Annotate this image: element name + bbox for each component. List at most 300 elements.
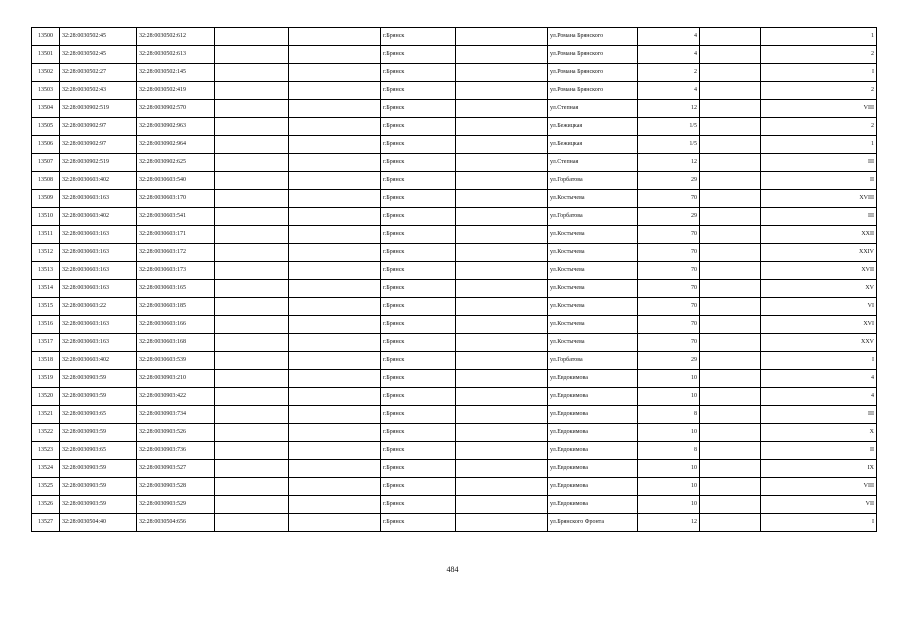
- table-body: [32, 28, 877, 532]
- row-number: 13515: [32, 298, 60, 316]
- house-number-cell: 10: [638, 370, 700, 388]
- premises-number-cell: I: [761, 514, 877, 532]
- empty-cell: [456, 442, 548, 460]
- empty-cell: [289, 82, 381, 100]
- cadastral-number-parcel: 32:28:0030903:59: [60, 460, 137, 478]
- premises-number-cell: X: [761, 424, 877, 442]
- premises-number-cell: XVII: [761, 262, 877, 280]
- street-cell: ул.Костычева: [548, 244, 638, 262]
- table-row: [32, 316, 877, 334]
- empty-cell: [456, 316, 548, 334]
- empty-cell: [289, 28, 381, 46]
- empty-cell: [215, 496, 289, 514]
- table-row: [32, 28, 877, 46]
- cadastral-number-parcel: 32:28:0030603:163: [60, 262, 137, 280]
- cadastral-number-parcel: 32:28:0030903:65: [60, 406, 137, 424]
- street-cell: ул.Костычева: [548, 226, 638, 244]
- street-cell: ул.Горбатова: [548, 352, 638, 370]
- empty-cell: [700, 298, 761, 316]
- empty-cell: [215, 82, 289, 100]
- cadastral-number-object: 32:28:0030903:528: [137, 478, 215, 496]
- cadastral-number-object: 32:28:0030603:170: [137, 190, 215, 208]
- empty-cell: [215, 460, 289, 478]
- house-number-cell: 4: [638, 46, 700, 64]
- row-number: 13503: [32, 82, 60, 100]
- table-row: [32, 514, 877, 532]
- empty-cell: [700, 334, 761, 352]
- table-row: [32, 46, 877, 64]
- house-number-cell: 70: [638, 316, 700, 334]
- cadastral-number-object: 32:28:0030603:166: [137, 316, 215, 334]
- row-number: 13526: [32, 496, 60, 514]
- row-number: 13527: [32, 514, 60, 532]
- empty-cell: [215, 514, 289, 532]
- row-number: 13504: [32, 100, 60, 118]
- row-number: 13513: [32, 262, 60, 280]
- table-row: [32, 172, 877, 190]
- empty-cell: [700, 244, 761, 262]
- empty-cell: [215, 136, 289, 154]
- empty-cell: [215, 406, 289, 424]
- street-cell: ул.Костычева: [548, 298, 638, 316]
- street-cell: ул.Евдокимова: [548, 442, 638, 460]
- empty-cell: [289, 460, 381, 478]
- empty-cell: [456, 478, 548, 496]
- empty-cell: [215, 100, 289, 118]
- table-row: [32, 82, 877, 100]
- empty-cell: [215, 298, 289, 316]
- empty-cell: [289, 46, 381, 64]
- empty-cell: [456, 460, 548, 478]
- street-cell: ул.Костычева: [548, 190, 638, 208]
- table-row: [32, 298, 877, 316]
- row-number: 13519: [32, 370, 60, 388]
- empty-cell: [215, 262, 289, 280]
- empty-cell: [456, 208, 548, 226]
- row-number: 13507: [32, 154, 60, 172]
- cadastral-number-parcel: 32:28:0030903:59: [60, 370, 137, 388]
- cadastral-number-object: 32:28:0030902:625: [137, 154, 215, 172]
- empty-cell: [215, 190, 289, 208]
- street-cell: ул.Романа Брянского: [548, 46, 638, 64]
- city-cell: г.Брянск: [381, 424, 456, 442]
- registry-table: [31, 27, 877, 532]
- empty-cell: [289, 280, 381, 298]
- empty-cell: [700, 136, 761, 154]
- house-number-cell: 12: [638, 100, 700, 118]
- premises-number-cell: 1: [761, 28, 877, 46]
- cadastral-number-object: 32:28:0030603:172: [137, 244, 215, 262]
- empty-cell: [700, 154, 761, 172]
- street-cell: ул.Романа Брянского: [548, 28, 638, 46]
- city-cell: г.Брянск: [381, 262, 456, 280]
- street-cell: ул.Степная: [548, 154, 638, 172]
- empty-cell: [215, 352, 289, 370]
- page-number: 484: [446, 565, 459, 574]
- city-cell: г.Брянск: [381, 100, 456, 118]
- cadastral-number-parcel: 32:28:0030903:65: [60, 442, 137, 460]
- row-number: 13517: [32, 334, 60, 352]
- premises-number-cell: XVIII: [761, 190, 877, 208]
- row-number: 13514: [32, 280, 60, 298]
- empty-cell: [700, 82, 761, 100]
- empty-cell: [700, 262, 761, 280]
- table-row: [32, 100, 877, 118]
- cadastral-number-parcel: 32:28:0030603:402: [60, 172, 137, 190]
- empty-cell: [456, 82, 548, 100]
- empty-cell: [456, 100, 548, 118]
- street-cell: ул.Евдокимова: [548, 496, 638, 514]
- table-row: [32, 64, 877, 82]
- cadastral-number-object: 32:28:0030903:736: [137, 442, 215, 460]
- cadastral-number-object: 32:28:0030502:145: [137, 64, 215, 82]
- empty-cell: [289, 370, 381, 388]
- empty-cell: [700, 460, 761, 478]
- street-cell: ул.Романа Брянского: [548, 82, 638, 100]
- empty-cell: [289, 190, 381, 208]
- house-number-cell: 29: [638, 172, 700, 190]
- empty-cell: [700, 100, 761, 118]
- premises-number-cell: I: [761, 352, 877, 370]
- empty-cell: [289, 406, 381, 424]
- house-number-cell: 70: [638, 334, 700, 352]
- row-number: 13524: [32, 460, 60, 478]
- table-row: [32, 118, 877, 136]
- table-row: [32, 190, 877, 208]
- premises-number-cell: VI: [761, 298, 877, 316]
- cadastral-number-object: 32:28:0030504:656: [137, 514, 215, 532]
- house-number-cell: 4: [638, 28, 700, 46]
- empty-cell: [289, 496, 381, 514]
- empty-cell: [700, 64, 761, 82]
- row-number: 13505: [32, 118, 60, 136]
- cadastral-number-object: 32:28:0030902:964: [137, 136, 215, 154]
- cadastral-number-object: 32:28:0030502:419: [137, 82, 215, 100]
- premises-number-cell: 4: [761, 388, 877, 406]
- empty-cell: [700, 118, 761, 136]
- cadastral-number-parcel: 32:28:0030903:59: [60, 496, 137, 514]
- empty-cell: [215, 442, 289, 460]
- empty-cell: [215, 118, 289, 136]
- cadastral-number-parcel: 32:28:0030902:97: [60, 136, 137, 154]
- row-number: 13506: [32, 136, 60, 154]
- empty-cell: [215, 334, 289, 352]
- empty-cell: [289, 424, 381, 442]
- empty-cell: [215, 316, 289, 334]
- cadastral-number-object: 32:28:0030603:168: [137, 334, 215, 352]
- table-row: [32, 280, 877, 298]
- empty-cell: [215, 154, 289, 172]
- row-number: 13518: [32, 352, 60, 370]
- premises-number-cell: 2: [761, 118, 877, 136]
- house-number-cell: 1/5: [638, 136, 700, 154]
- row-number: 13502: [32, 64, 60, 82]
- house-number-cell: 8: [638, 406, 700, 424]
- empty-cell: [456, 244, 548, 262]
- street-cell: ул.Костычева: [548, 280, 638, 298]
- row-number: 13511: [32, 226, 60, 244]
- empty-cell: [289, 316, 381, 334]
- empty-cell: [289, 514, 381, 532]
- house-number-cell: 1/5: [638, 118, 700, 136]
- empty-cell: [289, 262, 381, 280]
- empty-cell: [215, 388, 289, 406]
- empty-cell: [700, 370, 761, 388]
- street-cell: ул.Евдокимова: [548, 460, 638, 478]
- table-row: [32, 460, 877, 478]
- empty-cell: [215, 424, 289, 442]
- premises-number-cell: II: [761, 442, 877, 460]
- row-number: 13510: [32, 208, 60, 226]
- street-cell: ул.Бежицкая: [548, 118, 638, 136]
- table-row: [32, 352, 877, 370]
- city-cell: г.Брянск: [381, 514, 456, 532]
- city-cell: г.Брянск: [381, 190, 456, 208]
- cadastral-number-object: 32:28:0030603:541: [137, 208, 215, 226]
- empty-cell: [456, 352, 548, 370]
- empty-cell: [215, 64, 289, 82]
- cadastral-number-parcel: 32:28:0030502:45: [60, 28, 137, 46]
- city-cell: г.Брянск: [381, 442, 456, 460]
- empty-cell: [456, 226, 548, 244]
- premises-number-cell: 4: [761, 370, 877, 388]
- table-row: [32, 478, 877, 496]
- house-number-cell: 70: [638, 226, 700, 244]
- empty-cell: [700, 514, 761, 532]
- house-number-cell: 70: [638, 280, 700, 298]
- cadastral-number-object: 32:28:0030603:165: [137, 280, 215, 298]
- house-number-cell: 12: [638, 514, 700, 532]
- empty-cell: [456, 262, 548, 280]
- empty-cell: [456, 172, 548, 190]
- house-number-cell: 8: [638, 442, 700, 460]
- house-number-cell: 70: [638, 244, 700, 262]
- premises-number-cell: XXIV: [761, 244, 877, 262]
- cadastral-number-parcel: 32:28:0030902:519: [60, 100, 137, 118]
- house-number-cell: 2: [638, 64, 700, 82]
- street-cell: ул.Горбатова: [548, 208, 638, 226]
- row-number: 13512: [32, 244, 60, 262]
- table-row: [32, 370, 877, 388]
- empty-cell: [215, 172, 289, 190]
- empty-cell: [456, 154, 548, 172]
- empty-cell: [456, 46, 548, 64]
- cadastral-number-object: 32:28:0030603:185: [137, 298, 215, 316]
- empty-cell: [215, 478, 289, 496]
- row-number: 13516: [32, 316, 60, 334]
- premises-number-cell: III: [761, 208, 877, 226]
- cadastral-number-object: 32:28:0030903:210: [137, 370, 215, 388]
- row-number: 13522: [32, 424, 60, 442]
- empty-cell: [700, 46, 761, 64]
- cadastral-number-object: 32:28:0030502:612: [137, 28, 215, 46]
- row-number: 13521: [32, 406, 60, 424]
- street-cell: ул.Костычева: [548, 262, 638, 280]
- table-row: [32, 136, 877, 154]
- cadastral-number-object: 32:28:0030603:540: [137, 172, 215, 190]
- empty-cell: [289, 244, 381, 262]
- cadastral-number-parcel: 32:28:0030504:40: [60, 514, 137, 532]
- cadastral-number-parcel: 32:28:0030603:402: [60, 208, 137, 226]
- street-cell: ул.Евдокимова: [548, 478, 638, 496]
- empty-cell: [289, 442, 381, 460]
- empty-cell: [289, 154, 381, 172]
- cadastral-number-parcel: 32:28:0030603:163: [60, 244, 137, 262]
- empty-cell: [456, 334, 548, 352]
- empty-cell: [289, 172, 381, 190]
- empty-cell: [289, 352, 381, 370]
- empty-cell: [456, 28, 548, 46]
- empty-cell: [456, 190, 548, 208]
- city-cell: г.Брянск: [381, 172, 456, 190]
- cadastral-number-parcel: 32:28:0030902:519: [60, 154, 137, 172]
- cadastral-number-object: 32:28:0030903:529: [137, 496, 215, 514]
- row-number: 13523: [32, 442, 60, 460]
- empty-cell: [289, 226, 381, 244]
- premises-number-cell: 1: [761, 136, 877, 154]
- cadastral-number-object: 32:28:0030903:527: [137, 460, 215, 478]
- table-row: [32, 496, 877, 514]
- empty-cell: [289, 298, 381, 316]
- empty-cell: [456, 388, 548, 406]
- city-cell: г.Брянск: [381, 82, 456, 100]
- premises-number-cell: VIII: [761, 478, 877, 496]
- cadastral-number-parcel: 32:28:0030902:97: [60, 118, 137, 136]
- row-number: 13525: [32, 478, 60, 496]
- empty-cell: [700, 28, 761, 46]
- city-cell: г.Брянск: [381, 118, 456, 136]
- row-number: 13508: [32, 172, 60, 190]
- empty-cell: [215, 208, 289, 226]
- premises-number-cell: XXV: [761, 334, 877, 352]
- empty-cell: [215, 226, 289, 244]
- row-number: 13509: [32, 190, 60, 208]
- house-number-cell: 70: [638, 190, 700, 208]
- cadastral-number-parcel: 32:28:0030502:27: [60, 64, 137, 82]
- street-cell: ул.Степная: [548, 100, 638, 118]
- empty-cell: [289, 388, 381, 406]
- empty-cell: [700, 226, 761, 244]
- city-cell: г.Брянск: [381, 478, 456, 496]
- house-number-cell: 12: [638, 154, 700, 172]
- empty-cell: [456, 514, 548, 532]
- empty-cell: [289, 118, 381, 136]
- cadastral-number-parcel: 32:28:0030603:163: [60, 334, 137, 352]
- empty-cell: [700, 352, 761, 370]
- empty-cell: [700, 478, 761, 496]
- table-row: [32, 208, 877, 226]
- house-number-cell: 29: [638, 352, 700, 370]
- city-cell: г.Брянск: [381, 406, 456, 424]
- cadastral-number-object: 32:28:0030603:171: [137, 226, 215, 244]
- cadastral-number-object: 32:28:0030903:526: [137, 424, 215, 442]
- cadastral-number-object: 32:28:0030903:734: [137, 406, 215, 424]
- premises-number-cell: XV: [761, 280, 877, 298]
- cadastral-number-object: 32:28:0030902:963: [137, 118, 215, 136]
- empty-cell: [289, 100, 381, 118]
- table-row: [32, 388, 877, 406]
- empty-cell: [700, 442, 761, 460]
- city-cell: г.Брянск: [381, 28, 456, 46]
- empty-cell: [700, 316, 761, 334]
- house-number-cell: 70: [638, 298, 700, 316]
- house-number-cell: 70: [638, 262, 700, 280]
- cadastral-number-object: 32:28:0030902:570: [137, 100, 215, 118]
- street-cell: ул.Евдокимова: [548, 370, 638, 388]
- cadastral-number-parcel: 32:28:0030603:402: [60, 352, 137, 370]
- empty-cell: [289, 208, 381, 226]
- city-cell: г.Брянск: [381, 280, 456, 298]
- premises-number-cell: XVI: [761, 316, 877, 334]
- empty-cell: [456, 406, 548, 424]
- street-cell: ул.Брянского Фронта: [548, 514, 638, 532]
- cadastral-number-object: 32:28:0030502:613: [137, 46, 215, 64]
- table-row: [32, 406, 877, 424]
- cadastral-number-object: 32:28:0030603:539: [137, 352, 215, 370]
- empty-cell: [456, 496, 548, 514]
- street-cell: ул.Костычева: [548, 334, 638, 352]
- premises-number-cell: VII: [761, 496, 877, 514]
- house-number-cell: 10: [638, 460, 700, 478]
- house-number-cell: 29: [638, 208, 700, 226]
- city-cell: г.Брянск: [381, 244, 456, 262]
- premises-number-cell: I: [761, 64, 877, 82]
- empty-cell: [215, 46, 289, 64]
- empty-cell: [700, 424, 761, 442]
- city-cell: г.Брянск: [381, 298, 456, 316]
- table-row: [32, 154, 877, 172]
- street-cell: ул.Евдокимова: [548, 406, 638, 424]
- city-cell: г.Брянск: [381, 334, 456, 352]
- premises-number-cell: II: [761, 172, 877, 190]
- empty-cell: [289, 136, 381, 154]
- premises-number-cell: XXII: [761, 226, 877, 244]
- cadastral-number-object: 32:28:0030603:173: [137, 262, 215, 280]
- empty-cell: [456, 64, 548, 82]
- premises-number-cell: 2: [761, 46, 877, 64]
- empty-cell: [456, 118, 548, 136]
- house-number-cell: 10: [638, 478, 700, 496]
- row-number: 13501: [32, 46, 60, 64]
- premises-number-cell: IX: [761, 460, 877, 478]
- table-row: [32, 442, 877, 460]
- city-cell: г.Брянск: [381, 316, 456, 334]
- city-cell: г.Брянск: [381, 370, 456, 388]
- street-cell: ул.Евдокимова: [548, 388, 638, 406]
- street-cell: ул.Бежицкая: [548, 136, 638, 154]
- cadastral-number-parcel: 32:28:0030903:59: [60, 424, 137, 442]
- empty-cell: [456, 136, 548, 154]
- row-number: 13500: [32, 28, 60, 46]
- city-cell: г.Брянск: [381, 154, 456, 172]
- cadastral-number-parcel: 32:28:0030603:22: [60, 298, 137, 316]
- table-row: [32, 334, 877, 352]
- cadastral-number-parcel: 32:28:0030903:59: [60, 388, 137, 406]
- city-cell: г.Брянск: [381, 496, 456, 514]
- empty-cell: [700, 190, 761, 208]
- empty-cell: [700, 496, 761, 514]
- cadastral-number-parcel: 32:28:0030502:43: [60, 82, 137, 100]
- empty-cell: [456, 370, 548, 388]
- premises-number-cell: 2: [761, 82, 877, 100]
- street-cell: ул.Евдокимова: [548, 424, 638, 442]
- cadastral-number-parcel: 32:28:0030603:163: [60, 280, 137, 298]
- table-row: [32, 226, 877, 244]
- empty-cell: [215, 370, 289, 388]
- house-number-cell: 10: [638, 424, 700, 442]
- cadastral-number-parcel: 32:28:0030502:45: [60, 46, 137, 64]
- row-number: 13520: [32, 388, 60, 406]
